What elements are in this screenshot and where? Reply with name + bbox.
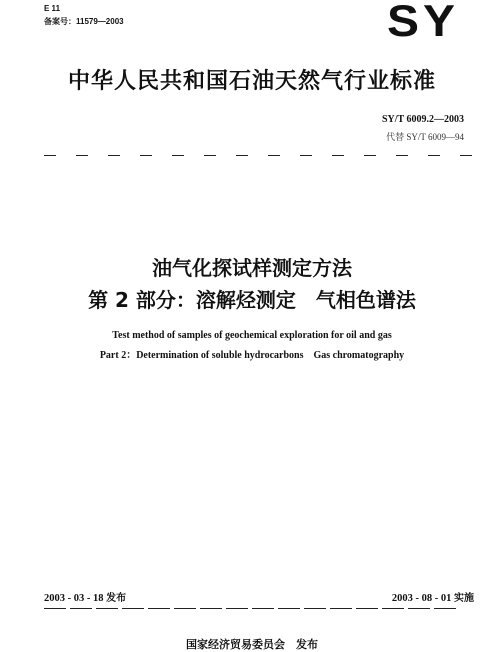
implemented-date-value: 2003 - 08 - 01: [391, 593, 452, 604]
implemented-label: 实施: [454, 593, 474, 604]
rule-dash: [382, 608, 404, 609]
rule-dash: [226, 608, 248, 609]
rule-dash: [122, 608, 144, 609]
rule-dash: [332, 155, 344, 156]
rule-dash: [140, 155, 152, 156]
rule-dash: [396, 155, 408, 156]
issued-date-value: 2003 - 03 - 18: [44, 593, 104, 604]
rule-dash: [278, 608, 300, 609]
rule-dash: [428, 155, 440, 156]
rule-dash: [330, 608, 352, 609]
record-number: 备案号：11579—2003: [44, 17, 124, 26]
footer-dashed-rule: [44, 608, 474, 609]
title-zh-line2: 第 2 部分：溶解烃测定 气相色谱法: [88, 288, 416, 312]
title-zh-line1: 油气化探试样测定方法: [152, 256, 352, 280]
title-en-line1: Test method of samples of geochemical exploration for oil and gas: [112, 330, 392, 341]
rule-dash: [356, 608, 378, 609]
rule-dash: [148, 608, 170, 609]
rule-dash: [364, 155, 376, 156]
issued-label: 发布: [106, 593, 127, 604]
rule-dash: [200, 608, 222, 609]
rule-dash: [174, 608, 196, 609]
standard-number: SY/T 6009.2—2003: [381, 114, 464, 125]
rule-dash: [204, 155, 216, 156]
title-en-line2: Part 2：Determination of soluble hydrocarbons Gas chromatography: [99, 350, 405, 361]
implemented-date: [392, 589, 474, 604]
rule-dash: [408, 608, 430, 609]
ccs-classification-code: E 11: [44, 4, 61, 13]
rule-dash: [44, 155, 56, 156]
rule-dash: [44, 608, 66, 609]
sy-logo: SY: [386, 0, 459, 46]
rule-dash: [108, 155, 120, 156]
replaces-standard: 代替 SY/T 6009—94: [386, 132, 464, 142]
rule-dash: [76, 155, 88, 156]
rule-dash: [300, 155, 312, 156]
rule-dash: [304, 608, 326, 609]
rule-dash: [172, 155, 184, 156]
issued-date: [44, 589, 126, 604]
rule-dash: [96, 608, 118, 609]
rule-dash: [268, 155, 280, 156]
rule-dash: [460, 155, 472, 156]
rule-dash: [252, 608, 274, 609]
publisher: 国家经济贸易委员会 发布: [186, 638, 318, 651]
standard-category-title: 中华人民共和国石油天然气行业标准: [67, 69, 436, 94]
rule-dash: [236, 155, 248, 156]
rule-dash: [434, 608, 456, 609]
header-dashed-rule: [44, 155, 474, 156]
rule-dash: [70, 608, 92, 609]
